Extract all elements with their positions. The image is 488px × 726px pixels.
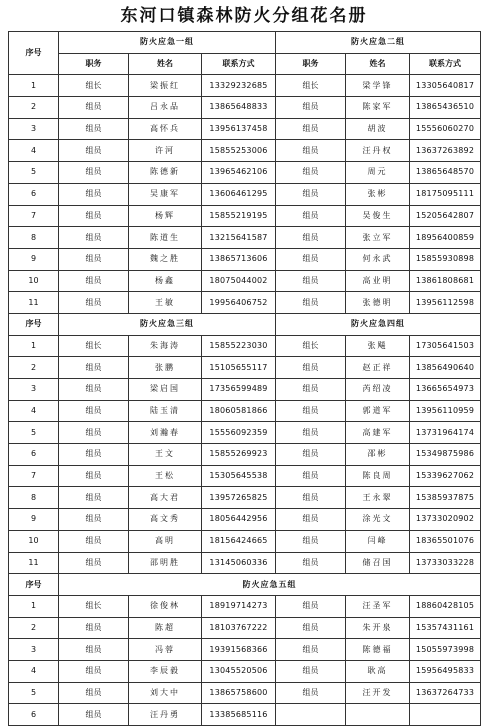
- member-role: 组员: [276, 379, 346, 401]
- member-phone: 13145060336: [202, 552, 276, 574]
- group-header-row: [9, 313, 481, 335]
- member-row: [9, 118, 481, 140]
- member-name: 汪丹勇: [129, 704, 202, 726]
- row-number: 1: [9, 335, 59, 357]
- member-name: 朱海涛: [129, 335, 202, 357]
- member-role: 组员: [59, 227, 129, 249]
- roster-table: [8, 31, 481, 726]
- member-phone: 18365501076: [410, 530, 481, 552]
- member-phone: 15105655117: [202, 357, 276, 379]
- member-name: 高大君: [129, 487, 202, 509]
- member-phone: 18156424665: [202, 530, 276, 552]
- member-role: 组长: [59, 335, 129, 357]
- member-phone: 18956400859: [410, 227, 481, 249]
- row-number: 8: [9, 227, 59, 249]
- member-row: [9, 162, 481, 184]
- member-row: [9, 248, 481, 270]
- member-row: [9, 183, 481, 205]
- member-phone: 13329232685: [202, 75, 276, 97]
- member-role: 组员: [276, 205, 346, 227]
- member-name: 吕永品: [129, 97, 202, 119]
- member-phone: 15956495833: [410, 660, 481, 682]
- member-phone: 13606461295: [202, 183, 276, 205]
- member-role: 组员: [276, 639, 346, 661]
- row-number: 11: [9, 292, 59, 314]
- group-title-left: 防火应急三组: [59, 313, 276, 335]
- row-number: 6: [9, 444, 59, 466]
- member-role: 组员: [276, 595, 346, 617]
- role-header: 职务: [276, 53, 346, 75]
- member-role: 组员: [59, 704, 129, 726]
- phone-header: 联系方式: [410, 53, 481, 75]
- member-role: 组员: [276, 465, 346, 487]
- member-name: 梁学锋: [346, 75, 410, 97]
- member-name: 陈良周: [346, 465, 410, 487]
- member-name: 李辰毅: [129, 660, 202, 682]
- member-row: [9, 509, 481, 531]
- member-phone: 18919714273: [202, 595, 276, 617]
- column-header-row: [9, 53, 481, 75]
- member-phone: 13865648833: [202, 97, 276, 119]
- member-name: 王敏: [129, 292, 202, 314]
- member-name: 梁振红: [129, 75, 202, 97]
- member-row: [9, 227, 481, 249]
- member-phone: 15556060270: [410, 118, 481, 140]
- row-number: 6: [9, 704, 59, 726]
- member-phone: 18103767222: [202, 617, 276, 639]
- member-phone: 15339627062: [410, 465, 481, 487]
- member-name: 王松: [129, 465, 202, 487]
- member-name: 陈德新: [129, 162, 202, 184]
- member-phone: 13215641587: [202, 227, 276, 249]
- row-number: 4: [9, 140, 59, 162]
- member-name: 王文: [129, 444, 202, 466]
- member-row: [9, 140, 481, 162]
- row-number: 5: [9, 682, 59, 704]
- member-name: 徐俊林: [129, 595, 202, 617]
- member-role: 组员: [59, 682, 129, 704]
- member-name: 储召国: [346, 552, 410, 574]
- member-phone: 17356599489: [202, 379, 276, 401]
- member-row: [9, 444, 481, 466]
- name-header: 姓名: [129, 53, 202, 75]
- member-role: 组员: [59, 444, 129, 466]
- member-name: 周元: [346, 162, 410, 184]
- member-role: 组员: [59, 162, 129, 184]
- row-number: 1: [9, 595, 59, 617]
- member-row: [9, 75, 481, 97]
- member-name: 何永武: [346, 248, 410, 270]
- member-role: 组员: [59, 487, 129, 509]
- document-title: 东河口镇森林防火分组花名册: [120, 6, 368, 26]
- member-role: 组员: [276, 162, 346, 184]
- member-name: 王永翠: [346, 487, 410, 509]
- member-role: 组员: [276, 617, 346, 639]
- member-role: 组员: [59, 183, 129, 205]
- member-phone: 15556092359: [202, 422, 276, 444]
- member-name: 张鹏: [129, 357, 202, 379]
- member-name: 吴康军: [129, 183, 202, 205]
- member-role: 组员: [59, 660, 129, 682]
- row-number: 2: [9, 617, 59, 639]
- member-role: 组员: [276, 444, 346, 466]
- member-role: 组员: [276, 682, 346, 704]
- member-role: 组员: [276, 357, 346, 379]
- member-name: 郭道军: [346, 400, 410, 422]
- member-name: 陈德福: [346, 639, 410, 661]
- member-name: 赵正祥: [346, 357, 410, 379]
- member-phone: 13865648570: [410, 162, 481, 184]
- member-role: 组员: [59, 248, 129, 270]
- group-title-left: 防火应急一组: [59, 32, 276, 54]
- member-name: 张彬: [346, 183, 410, 205]
- member-phone: 13957265825: [202, 487, 276, 509]
- member-phone: 15357431161: [410, 617, 481, 639]
- member-role: 组员: [276, 400, 346, 422]
- row-number: 9: [9, 509, 59, 531]
- row-number: 5: [9, 422, 59, 444]
- member-role: 组员: [276, 660, 346, 682]
- member-row: [9, 379, 481, 401]
- member-name: 陆玉清: [129, 400, 202, 422]
- member-phone: 15855219195: [202, 205, 276, 227]
- member-name: 邵彬: [346, 444, 410, 466]
- member-row: [9, 465, 481, 487]
- member-row: [9, 487, 481, 509]
- member-name: 高文秀: [129, 509, 202, 531]
- member-name: 吴俊生: [346, 205, 410, 227]
- member-role: 组员: [276, 422, 346, 444]
- member-role: 组员: [59, 357, 129, 379]
- seq-header: 序号: [9, 32, 59, 75]
- member-phone: 13665654973: [410, 379, 481, 401]
- member-row: [9, 552, 481, 574]
- member-role: 组员: [59, 140, 129, 162]
- member-name: 冯蓉: [129, 639, 202, 661]
- member-role: 组员: [276, 227, 346, 249]
- member-row: [9, 205, 481, 227]
- member-row: [9, 595, 481, 617]
- member-row: [9, 530, 481, 552]
- member-role: 组员: [276, 487, 346, 509]
- member-row: [9, 97, 481, 119]
- member-name: [346, 704, 410, 726]
- group-title: 防火应急五组: [59, 574, 481, 596]
- member-phone: [410, 704, 481, 726]
- member-row: [9, 400, 481, 422]
- member-name: 许河: [129, 140, 202, 162]
- member-role: 组员: [59, 205, 129, 227]
- member-phone: 13733020902: [410, 509, 481, 531]
- member-role: 组员: [276, 509, 346, 531]
- member-row: [9, 639, 481, 661]
- group-header-row: [9, 32, 481, 54]
- member-role: 组员: [276, 183, 346, 205]
- member-role: 组员: [59, 465, 129, 487]
- member-row: [9, 682, 481, 704]
- member-name: 朱开泉: [346, 617, 410, 639]
- member-phone: 13045520506: [202, 660, 276, 682]
- member-name: 胡波: [346, 118, 410, 140]
- row-number: 4: [9, 400, 59, 422]
- row-number: 7: [9, 465, 59, 487]
- member-phone: 15305645538: [202, 465, 276, 487]
- row-number: 9: [9, 248, 59, 270]
- row-number: 3: [9, 379, 59, 401]
- member-phone: 17305641503: [410, 335, 481, 357]
- group-title-right: 防火应急四组: [276, 313, 481, 335]
- member-row: [9, 292, 481, 314]
- member-role: 组员: [276, 552, 346, 574]
- row-number: 5: [9, 162, 59, 184]
- member-phone: 13856490640: [410, 357, 481, 379]
- member-phone: 18056442956: [202, 509, 276, 531]
- member-role: 组员: [276, 292, 346, 314]
- row-number: 10: [9, 530, 59, 552]
- member-role: [276, 704, 346, 726]
- member-role: 组员: [59, 118, 129, 140]
- member-phone: 18175095111: [410, 183, 481, 205]
- member-role: 组员: [59, 379, 129, 401]
- member-role: 组员: [276, 118, 346, 140]
- member-name: 梁启国: [129, 379, 202, 401]
- member-role: 组员: [59, 270, 129, 292]
- member-phone: 13865436510: [410, 97, 481, 119]
- role-header: 职务: [59, 53, 129, 75]
- member-row: [9, 335, 481, 357]
- member-phone: 18075044002: [202, 270, 276, 292]
- row-number: 10: [9, 270, 59, 292]
- member-role: 组长: [276, 335, 346, 357]
- group-header-row: [9, 574, 481, 596]
- row-number: 7: [9, 205, 59, 227]
- member-phone: 15385937875: [410, 487, 481, 509]
- member-phone: 18060581866: [202, 400, 276, 422]
- member-name: 张德明: [346, 292, 410, 314]
- member-phone: 13956110959: [410, 400, 481, 422]
- member-name: 刘大中: [129, 682, 202, 704]
- member-role: 组员: [276, 140, 346, 162]
- member-phone: 13865758600: [202, 682, 276, 704]
- member-row: [9, 617, 481, 639]
- member-name: 汪丹权: [346, 140, 410, 162]
- member-name: 张立军: [346, 227, 410, 249]
- member-name: 耿高: [346, 660, 410, 682]
- member-phone: 13637263892: [410, 140, 481, 162]
- member-row: [9, 660, 481, 682]
- member-role: 组长: [276, 75, 346, 97]
- member-phone: 15205642807: [410, 205, 481, 227]
- phone-header: 联系方式: [202, 53, 276, 75]
- row-number: 6: [9, 183, 59, 205]
- member-role: 组员: [59, 400, 129, 422]
- name-header: 姓名: [346, 53, 410, 75]
- row-number: 3: [9, 118, 59, 140]
- member-name: 杨鑫: [129, 270, 202, 292]
- row-number: 2: [9, 357, 59, 379]
- member-row: [9, 704, 481, 726]
- member-name: 杨辉: [129, 205, 202, 227]
- member-role: 组员: [59, 639, 129, 661]
- member-phone: 15855930898: [410, 248, 481, 270]
- member-phone: 13956112598: [410, 292, 481, 314]
- member-phone: 13637264733: [410, 682, 481, 704]
- member-phone: 15349875986: [410, 444, 481, 466]
- member-role: 组员: [59, 530, 129, 552]
- member-phone: 15055973998: [410, 639, 481, 661]
- row-number: 1: [9, 75, 59, 97]
- member-row: [9, 270, 481, 292]
- member-name: 陈家军: [346, 97, 410, 119]
- member-phone: 13731964174: [410, 422, 481, 444]
- row-number: 11: [9, 552, 59, 574]
- row-number: 2: [9, 97, 59, 119]
- row-number: 4: [9, 660, 59, 682]
- member-role: 组员: [276, 530, 346, 552]
- member-role: 组员: [59, 509, 129, 531]
- member-phone: 15855223030: [202, 335, 276, 357]
- member-phone: 13865713606: [202, 248, 276, 270]
- member-name: 魏之胜: [129, 248, 202, 270]
- member-name: 陈超: [129, 617, 202, 639]
- member-role: 组长: [59, 595, 129, 617]
- member-role: 组员: [59, 292, 129, 314]
- member-phone: 18860428105: [410, 595, 481, 617]
- member-name: 高明: [129, 530, 202, 552]
- member-role: 组员: [59, 617, 129, 639]
- member-name: 芮绍凌: [346, 379, 410, 401]
- group-title-right: 防火应急二组: [276, 32, 481, 54]
- member-role: 组员: [276, 97, 346, 119]
- member-phone: 13956137458: [202, 118, 276, 140]
- member-phone: 13861808681: [410, 270, 481, 292]
- member-row: [9, 357, 481, 379]
- member-phone: 13733033228: [410, 552, 481, 574]
- member-role: 组员: [276, 248, 346, 270]
- member-phone: 13305640817: [410, 75, 481, 97]
- member-name: 刘瀚春: [129, 422, 202, 444]
- member-role: 组长: [59, 75, 129, 97]
- member-name: 陈道生: [129, 227, 202, 249]
- member-name: 高建军: [346, 422, 410, 444]
- row-number: 8: [9, 487, 59, 509]
- member-row: [9, 422, 481, 444]
- member-name: 邵明胜: [129, 552, 202, 574]
- row-number: 3: [9, 639, 59, 661]
- member-name: 高业明: [346, 270, 410, 292]
- member-name: 汪开发: [346, 682, 410, 704]
- member-name: 张飚: [346, 335, 410, 357]
- member-phone: 15855269923: [202, 444, 276, 466]
- member-phone: 13385685116: [202, 704, 276, 726]
- seq-header: 序号: [9, 574, 59, 596]
- member-role: 组员: [59, 422, 129, 444]
- member-phone: 19956406752: [202, 292, 276, 314]
- member-role: 组员: [276, 270, 346, 292]
- member-name: 高怀兵: [129, 118, 202, 140]
- member-name: 闫峰: [346, 530, 410, 552]
- seq-header: 序号: [9, 313, 59, 335]
- member-name: 涂光文: [346, 509, 410, 531]
- member-role: 组员: [59, 97, 129, 119]
- member-phone: 13965462106: [202, 162, 276, 184]
- member-phone: 15855253006: [202, 140, 276, 162]
- member-name: 汪圣军: [346, 595, 410, 617]
- member-phone: 19391568366: [202, 639, 276, 661]
- member-role: 组员: [59, 552, 129, 574]
